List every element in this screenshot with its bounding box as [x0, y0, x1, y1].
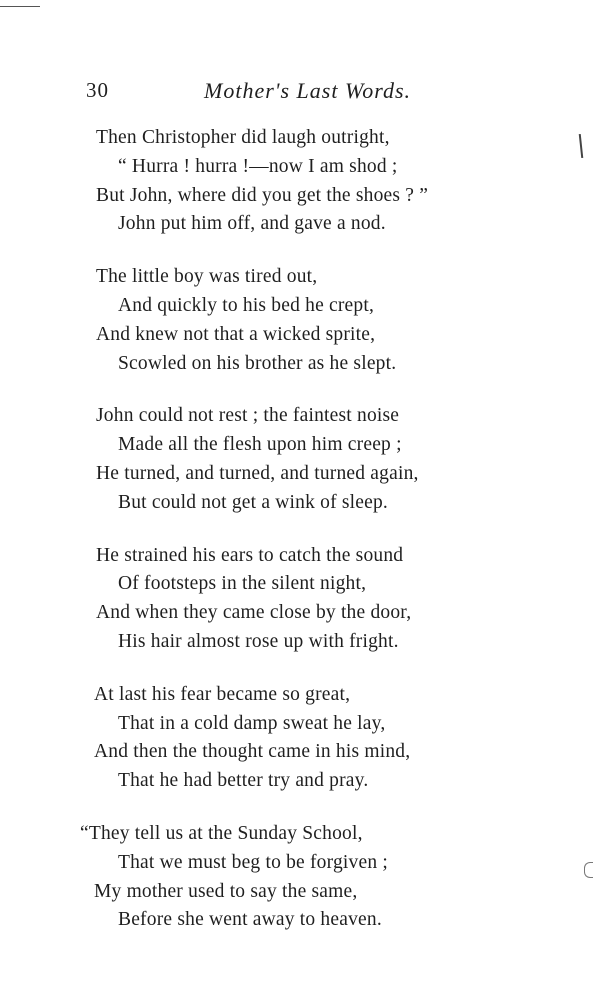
margin-mark — [584, 862, 593, 878]
poem-line: John put him off, and gave a nod. — [118, 213, 386, 235]
poem-line: That he had better try and pray. — [118, 770, 369, 792]
poem-line: Then Christopher did laugh outright, — [96, 127, 390, 148]
poem-line: And knew not that a wicked sprite, — [96, 323, 376, 345]
poem-line: And quickly to his bed he crept, — [118, 294, 375, 316]
stanza-1 — [0, 124, 596, 239]
page-header — [86, 78, 526, 108]
stanza-4 — [0, 542, 596, 657]
poem-line: Scowled on his brother as he slept. — [118, 352, 397, 374]
poem-line: “ Hurra ! hurra !—now I am shod ; — [118, 155, 398, 177]
poem-line: My mother used to say the same, — [94, 880, 358, 902]
poem-line: “They tell us at the Sunday School, — [80, 822, 363, 844]
poem-line: At last his fear became so great, — [94, 683, 351, 705]
poem-line: That we must beg to be forgiven ; — [118, 851, 388, 873]
poem-line: That in a cold damp sweat he lay, — [118, 712, 386, 734]
poem-line: And then the thought came in his mind, — [94, 741, 411, 763]
stanza-5 — [0, 681, 596, 796]
poem — [0, 124, 596, 959]
poem-line: And when they came close by the door, — [96, 602, 412, 624]
poem-line: But John, where did you get the shoes ? ” — [96, 184, 429, 206]
running-title: Mother's Last Words. — [204, 78, 412, 103]
stanza-6 — [0, 820, 596, 935]
poem-line: He strained his ears to catch the sound — [96, 544, 404, 566]
poem-line: The little boy was tired out, — [96, 266, 318, 288]
poem-line: But could not get a wink of sleep. — [118, 491, 389, 513]
top-rule — [0, 6, 40, 7]
poem-line: His hair almost rose up with fright. — [118, 630, 399, 652]
poem-line: Before she went away to heaven. — [118, 909, 382, 931]
stanza-2 — [0, 263, 596, 378]
page-number: 30 — [86, 78, 109, 102]
poem-line: Of footsteps in the silent night, — [118, 573, 367, 595]
stanza-3 — [0, 402, 596, 517]
poem-line: He turned, and turned, and turned again, — [96, 462, 419, 484]
poem-line: Made all the flesh upon him creep ; — [118, 434, 402, 456]
poem-line: John could not rest ; the faintest noise — [96, 405, 400, 427]
